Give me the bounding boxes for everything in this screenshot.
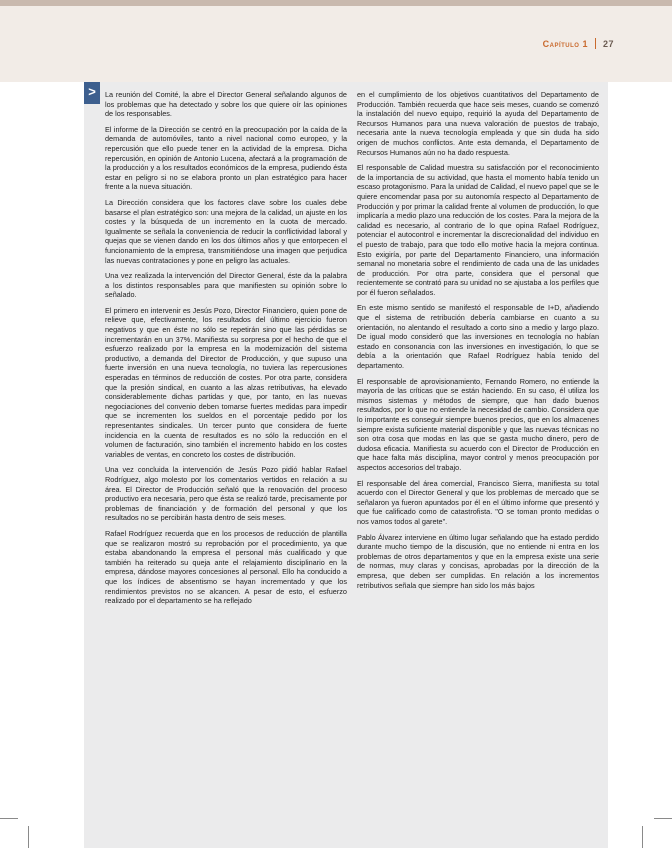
chapter-label: Capítulo 1 — [542, 39, 588, 49]
paragraph: La reunión del Comité, la abre el Director General señalando algunos de los problemas que ha detectado y sobre los que quiere oír las opiniones de los responsables. — [105, 90, 347, 119]
right-text-column — [357, 90, 599, 596]
page-number: 27 — [602, 39, 614, 49]
paragraph: El primero en intervenir es Jesús Pozo, Director Financiero, quien pone de relieve que, efectivamente, los resultados del último ejercicio fueron negativos y que en éste no sólo se repetirán sino que las pérdidas se incrementarán en un 37%. Manifiesta su sorpresa por el hecho de que el esfuerzo realizado por la empresa en la modernización del sistema productivo, a demanda del Director de Producción, y que supuso una fuerte inversión en una nueva tecnología, no tuviera las repercusiones esperadas en términos de reducción de costes. Por otra parte, considera que la presión sindical, en cuanto a las alzas retributivas, ha elevado considerablemente dichas partidas y que, por tanto, en las nuevas negociaciones del convenio deben tomarse fuertes medidas para impedir que se incrementen los sueldos en el porcentaje pedido por los representantes sindicales. Un tercer punto que considera de fuerte incidencia en la cuenta de resultados es no sólo la reducción en el volumen de facturación, sino también el incremento habido en los costes variables de ventas, en concreto los costes de distribución. — [105, 305, 347, 459]
paragraph: El informe de la Dirección se centró en la preocupación por la caída de la demanda de automóviles, tanto a nivel nacional como europeo, y la repercusión que ello puede tener en la actividad de la empresa. Dicha repercusión, en opinión de Antonio Lucena, afectará a la programación de la producción y a los resultados económicos de la empresa, pudiendo ésta estar en peligro si no se elabora pronto un plan estratégico para hacer frente a la nueva situación. — [105, 124, 347, 192]
paragraph: Una vez concluida la intervención de Jesús Pozo pidió hablar Rafael Rodríguez, algo molesto por los comentarios vertidos en relación a su área. El Director de Producción señaló que la renovación del proceso productivo era necesaria, pero que ésta se realizó tarde, precisamente por problemas de financiación y de formación del personal y que los resultados no se percibirán hasta dentro de seis meses. — [105, 465, 347, 523]
left-text-column — [105, 90, 347, 612]
paragraph: Una vez realizada la intervención del Director General, éste da la palabra a los distintos responsables para que manifiesten su opinión sobre lo señalado. — [105, 271, 347, 300]
header-separator — [595, 38, 596, 49]
crop-mark — [0, 818, 18, 819]
top-rule — [0, 0, 672, 6]
crop-mark — [642, 826, 643, 848]
crop-mark — [28, 826, 29, 848]
paragraph: en el cumplimiento de los objetivos cuantitativos del Departamento de Producción. También recuerda que hace seis meses, cuando se comenzó la instalación del nuevo equipo, requirió la ayuda del Departamento de Recursos Humanos para una nueva valoración de puestos de trabajo, necesaria ante la nueva tecnología empleada y que sin duda ha sido origen de muchos conflictos. Ante esta demanda, el Departamento de Recursos Humanos aún no ha dado respuesta. — [357, 90, 599, 157]
running-header — [543, 38, 614, 49]
paragraph: El responsable de Calidad muestra su satisfacción por el reconocimiento de la importancia de su actividad, que hasta el momento había tenido un escaso protagonismo. Para la unidad de Calidad, el nuevo papel que se le quiere encomendar pasa por su autonomía respecto al Departamento de Producción y por primar la calidad frente al volumen de producción, lo que implicaría a medio plazo una reducción de los costes. Para la mejora de la calidad es necesario, al contrario de lo que opina Rafael Rodríguez, potenciar el autocontrol e incrementar la discrecionalidad del individuo en el puesto de trabajo, para que todo ello motive hacia la mejora continua. Esto exigiría, por parte del Departamento Financiero, una información semanal no monetaria sobre el rendimiento de cada una de las unidades de producción. Por otra parte, considera que el personal que recientemente se contrató para su unidad no se ajustaba a los perfiles que por él fueron señalados. — [357, 163, 599, 297]
paragraph: Pablo Álvarez interviene en último lugar señalando que ha estado perdido durante mucho tiempo de la discusión, que no entiende ni entra en los problemas de otros departamentos y que en la empresa existe una serie de normas, muy claras y concisas, aprobadas por la dirección de la empresa, que deben ser cumplidas. En relación a los incrementos retributivos señala que siempre han sido los más bajos — [357, 532, 599, 590]
paragraph: En este mismo sentido se manifestó el responsable de I+D, añadiendo que el sistema de retribución debería cambiarse en cuanto a su orientación, no alentando el resultado a corto sino a medio y largo plazo. De igual modo consideró que las inversiones en tecnología no habían estado en consonancia con las inversiones en investigación, lo que se debía a la orientación que Rafael Rodríguez había tenido del departamento. — [357, 303, 599, 371]
paragraph: La Dirección considera que los factores clave sobre los cuales debe basarse el plan estratégico son: una mejora de la calidad, un ajuste en los costes y la búsqueda de un incremento en la cuota de mercado. Igualmente se señala la conveniencia de reducir la conflictividad laboral y quejas que se vienen dando en los dos últimos años y que entorpecen el funcionamiento de la empresa, transmitiéndose una imagen que perjudica las nuevas contrataciones y pone en peligro las actuales. — [105, 197, 347, 265]
paragraph: Rafael Rodríguez recuerda que en los procesos de reducción de plantilla que se realizaron mostró su reprobación por el procedimiento, ya que estaba abandonando la empresa el personal más cualificado y que también ha reiterado su queja ante el relajamiento disciplinario en la empresa, dándose mayores concesiones al personal. Ello ha conducido a que los índices de absentismo se hayan incrementado y que los rendimientos previstos no se alcancen. A pesar de esto, el esfuerzo realizado por el departamento se ha reflejado — [105, 528, 347, 606]
case-marker-arrow-icon: > — [84, 82, 100, 104]
paragraph: El responsable de aprovisionamiento, Fernando Romero, no entiende la mayoría de las críticas que se están haciendo. En su caso, él utiliza los mismos sistemas y métodos de siempre, que han dado buenos resultados, por lo que no entiende la necesidad de cambio. Considera que lo importante es conseguir siempre buenos precios, que en los almacenes siempre exista suficiente material disponible y que las nuevas técnicas no son otra cosa que modas en las que se gasta mucho dinero, pero de dudosa eficacia. Manifiesta su acuerdo con el Director de Producción en que hace falta más disciplina, mayor control y menos preocupación por aspectos accesorios del trabajo. — [357, 376, 599, 472]
crop-mark — [654, 818, 672, 819]
paragraph: El responsable del área comercial, Francisco Sierra, manifiesta su total acuerdo con el Director General y que los problemas de mercado que se señalaron ya fueron apuntados por él en el último informe que presentó y que fue calificado como de catastrofista. "O se toman pronto medidas o nos vamos todos al garete". — [357, 478, 599, 526]
